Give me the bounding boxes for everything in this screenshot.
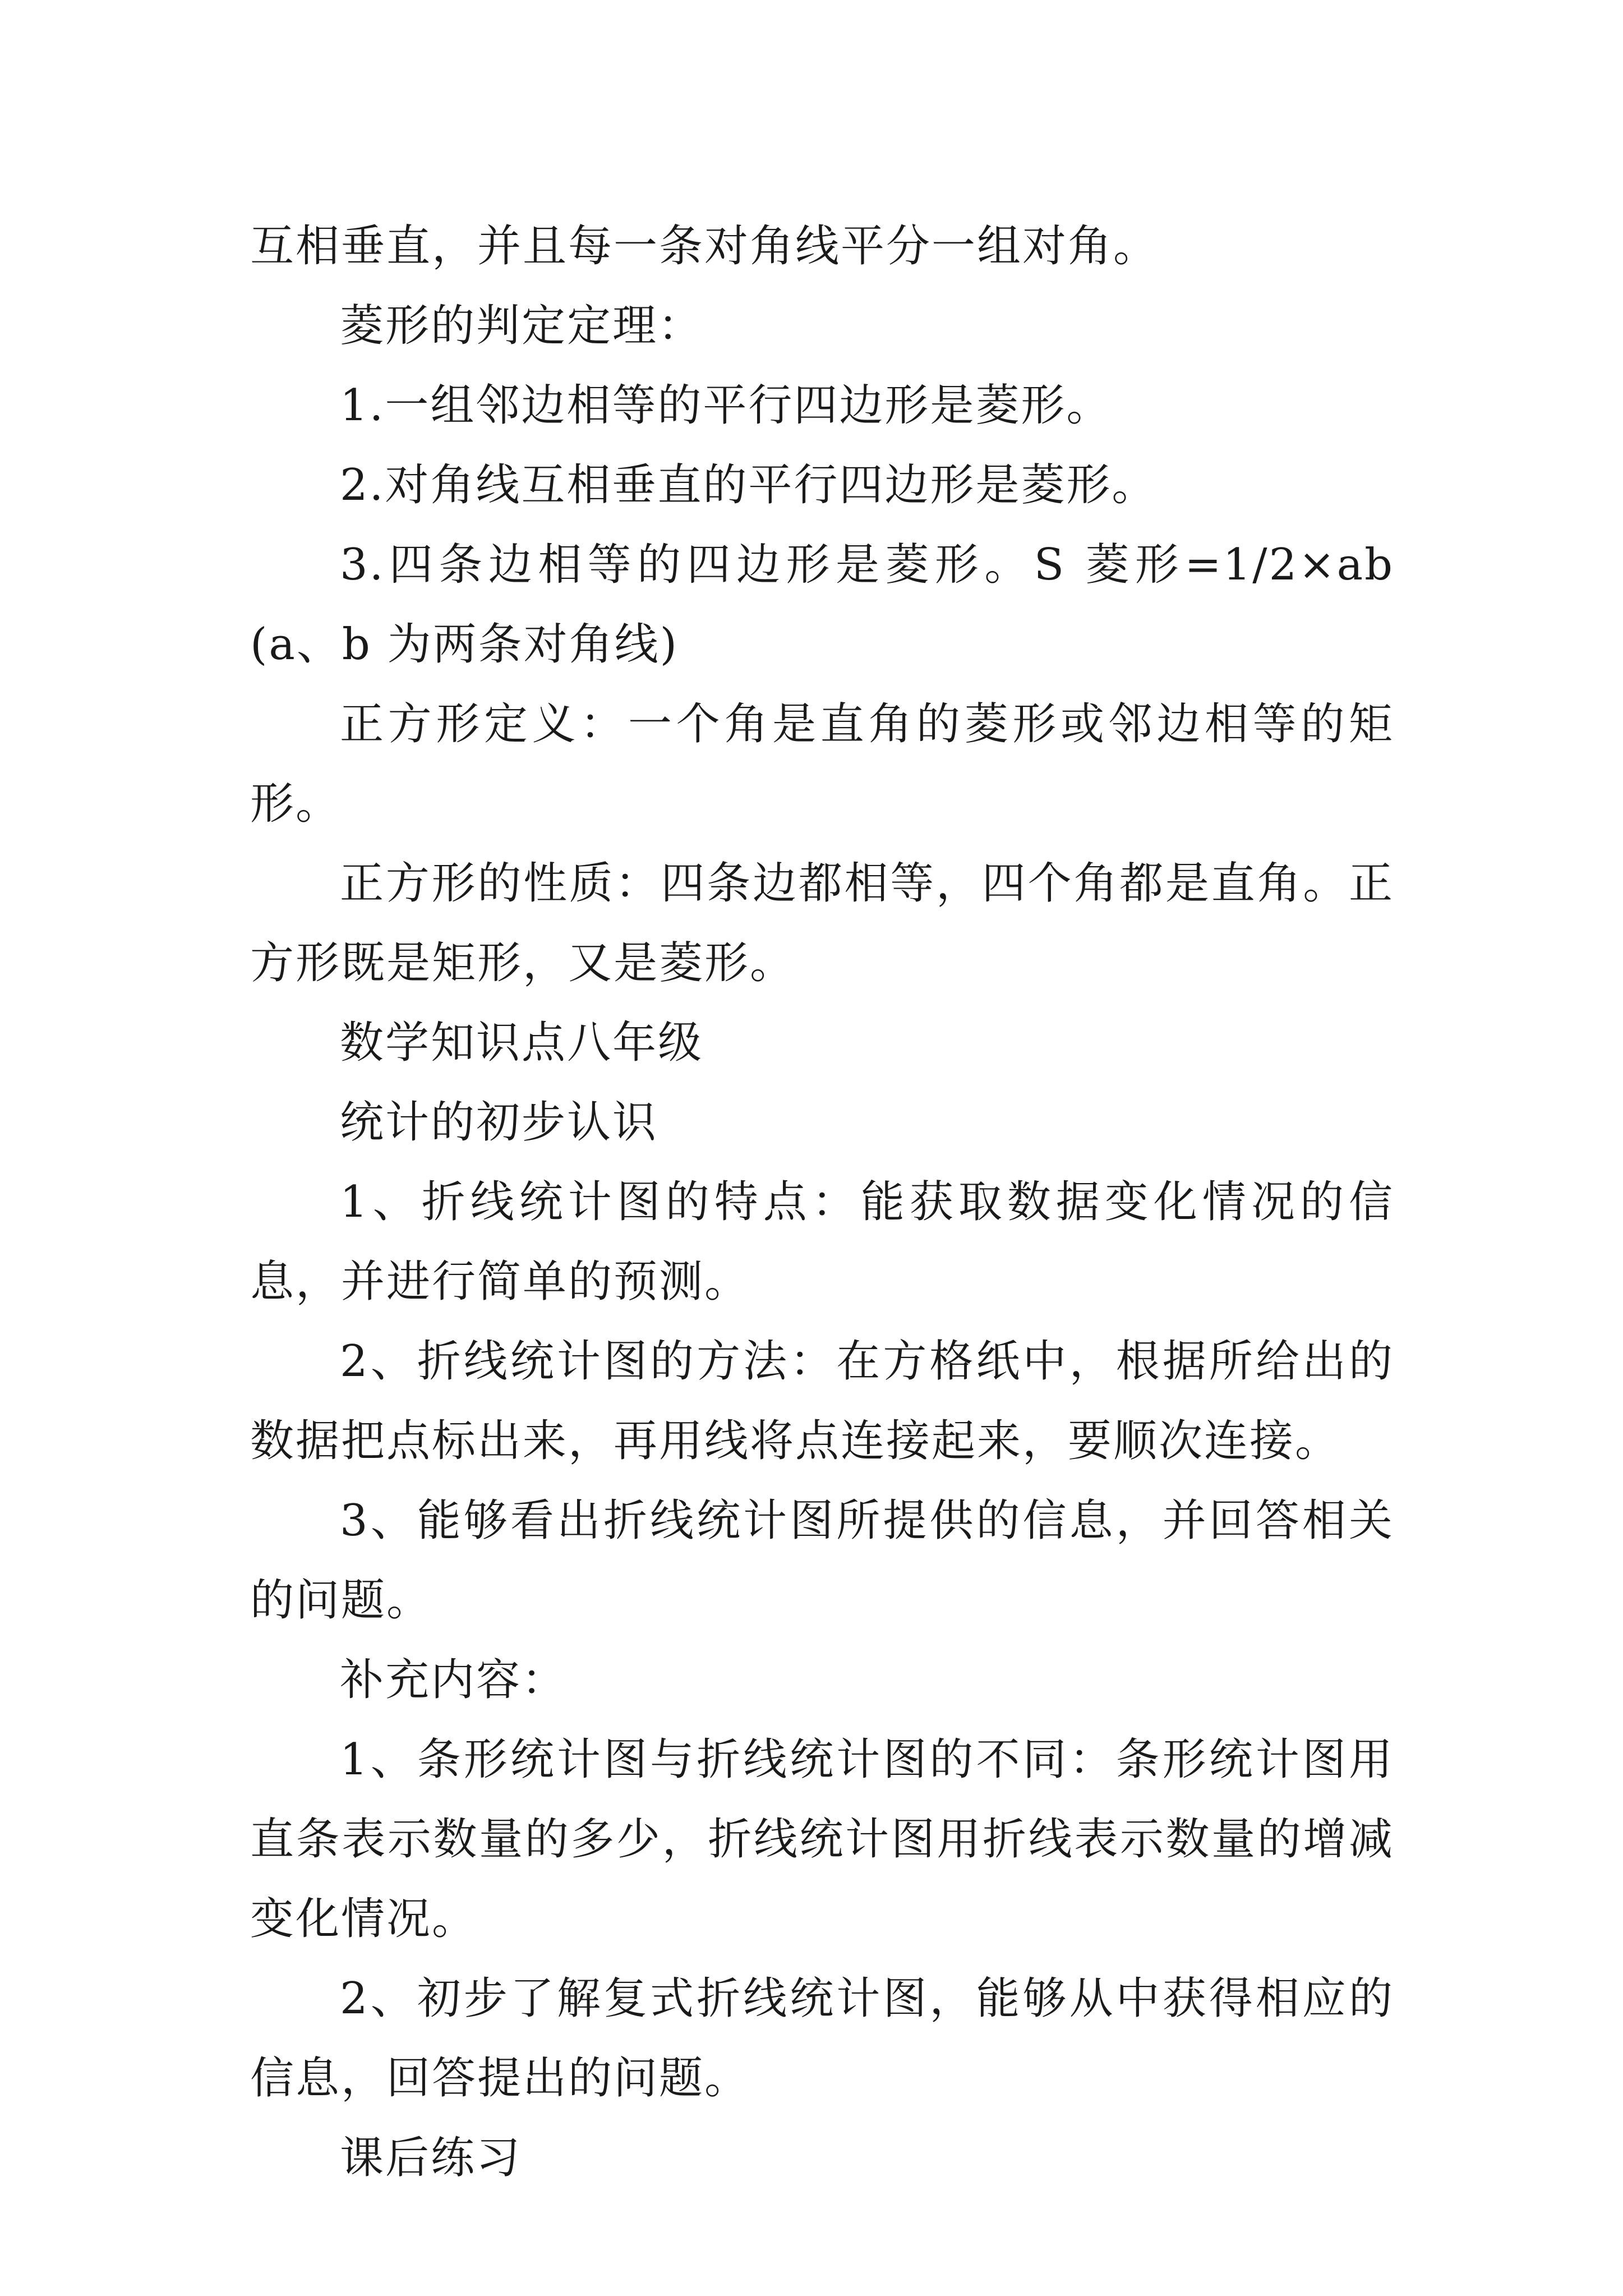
paragraph-line-chart-reading: 3、能够看出折线统计图所提供的信息，并回答相关的问题。 <box>250 1496 1394 1626</box>
paragraph-rhombus-criterion-2: 2.对角线互相垂直的平行四边形是菱形。 <box>340 460 1158 510</box>
paragraph-line-chart-method: 2、折线统计图的方法：在方格纸中，根据所给出的数据把点标出来，再用线将点连接起来，要顺次连接。 <box>250 1336 1394 1466</box>
heading-rhombus-criteria: 菱形的判定定理： <box>340 301 704 351</box>
paragraph-rhombus-diagonal-property: 互相垂直，并且每一条对角线平分一组对角。 <box>250 221 1159 272</box>
document-body <box>250 206 1394 2198</box>
paragraph-line-chart-features: 1、折线统计图的特点：能获取数据变化情况的信息，并进行简单的预测。 <box>250 1177 1394 1307</box>
paragraph-compound-line-chart: 2、初步了解复式折线统计图，能够从中获得相应的信息，回答提出的问题。 <box>250 1973 1394 2104</box>
paragraph-square-definition: 正方形定义：一个角是直角的菱形或邻边相等的矩形。 <box>250 699 1394 829</box>
paragraph-rhombus-criterion-1: 1.一组邻边相等的平行四边形是菱形。 <box>340 380 1112 431</box>
paragraph-rhombus-criterion-3: 3.四条边相等的四边形是菱形。S 菱形=1/2×ab(a、b 为两条对角线) <box>250 540 1394 670</box>
heading-grade8-math: 数学知识点八年级 <box>340 1018 704 1068</box>
heading-supplement: 补充内容： <box>340 1655 568 1705</box>
heading-statistics-intro: 统计的初步认识 <box>340 1097 658 1148</box>
paragraph-square-properties: 正方形的性质：四条边都相等，四个角都是直角。正方形既是矩形，又是菱形。 <box>250 858 1394 988</box>
heading-exercises: 课后练习 <box>340 2133 522 2183</box>
paragraph-bar-vs-line-chart: 1、条形统计图与折线统计图的不同：条形统计图用直条表示数量的多少，折线统计图用折线表示数量的增减变化情况。 <box>250 1734 1394 1944</box>
